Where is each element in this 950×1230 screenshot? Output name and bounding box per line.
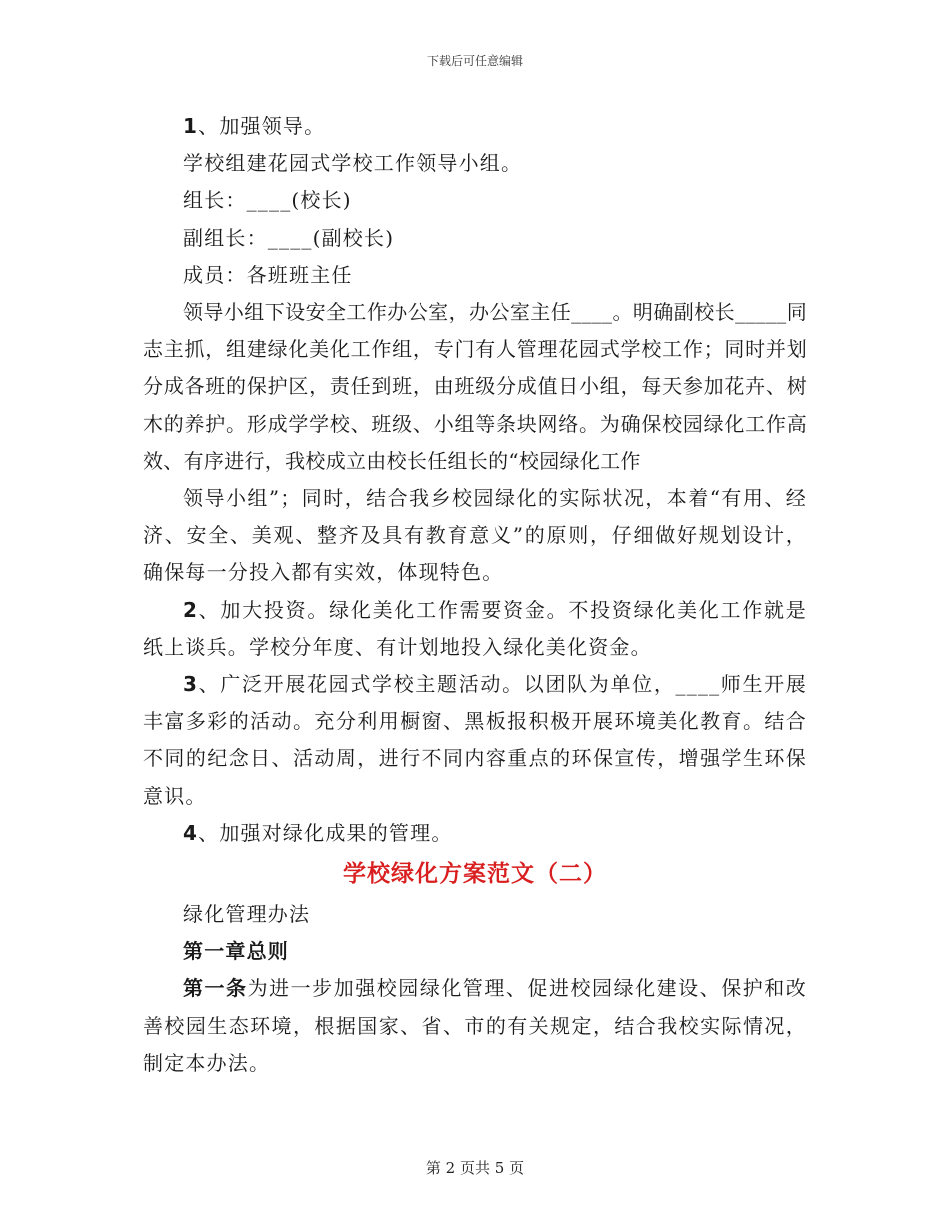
page-header-note: 下载后可任意编辑 <box>426 54 523 68</box>
item-number: 2 <box>183 597 199 622</box>
item-3-activities <box>143 666 807 815</box>
item-number: 4 <box>183 820 199 845</box>
paragraph-leadership-group: 学校组建花园式学校工作领导小组。 <box>183 151 523 176</box>
article-1 <box>143 970 807 1082</box>
item-text: 、加大投资。绿化美化工作需要资金。不投资绿化美化工作就是纸上谈兵。学校分年度、有计划地投入绿化美化资金。 <box>143 597 807 659</box>
item-2-investment <box>143 592 807 666</box>
document-body <box>143 108 807 1082</box>
paragraph-principles: 领导小组”；同时，结合我乡校园绿化的实际状况，本着“有用、经济、安全、美观、整齐及具有教育意义”的原则，仔细做好规划设计，确保每一分投入都有实效，体现特色。 <box>143 486 807 585</box>
paragraph-office: 领导小组下设安全工作办公室，办公室主任____。明确副校长_____同志主抓，组建绿化美化工作组，专门有人管理花园式学校工作；同时并划分成各班的保护区，责任到班，由班级分成值日小组，每天参加花卉、树木的养护。形成学学校、班级、小组等条块网络。为确保校园绿化工作高效、有序进行，我校成立由校长任组长的“校园绿化工作 <box>143 300 807 473</box>
item-text: 、广泛开展花园式学校主题活动。以团队为单位，____师生开展丰富多彩的活动。充分利用橱窗、黑板报积极开展环境美化教育。结合不同的纪念日、活动周，进行不同内容重点的环保宣传，增强学生环保意识。 <box>143 672 807 808</box>
item-number: 3 <box>183 672 199 697</box>
article-text: 为进一步加强校园绿化管理、促进校园绿化建设、保护和改善校园生态环境，根据国家、省、市的有关规定，结合我校实际情况，制定本办法。 <box>143 976 807 1075</box>
item-text: 、加强对绿化成果的管理。 <box>198 820 453 845</box>
article-label: 第一条 <box>183 976 248 1001</box>
item-number: 1 <box>183 114 199 138</box>
item-4-management <box>143 815 807 852</box>
paragraph-group-leader: 组长：____(校长) <box>183 188 352 213</box>
chapter-heading: 第一章总则 <box>183 939 289 964</box>
item-1-heading <box>143 108 807 145</box>
section-subtitle: 绿化管理办法 <box>183 902 311 927</box>
section-title: 学校绿化方案范文（二） <box>343 860 607 888</box>
paragraph-members: 成员：各班班主任 <box>183 262 353 287</box>
page-number: 第 2 页共 5 页 <box>425 1159 525 1177</box>
paragraph-deputy-leader: 副组长：____(副校长) <box>183 225 395 250</box>
item-text: 、加强领导。 <box>198 114 326 138</box>
